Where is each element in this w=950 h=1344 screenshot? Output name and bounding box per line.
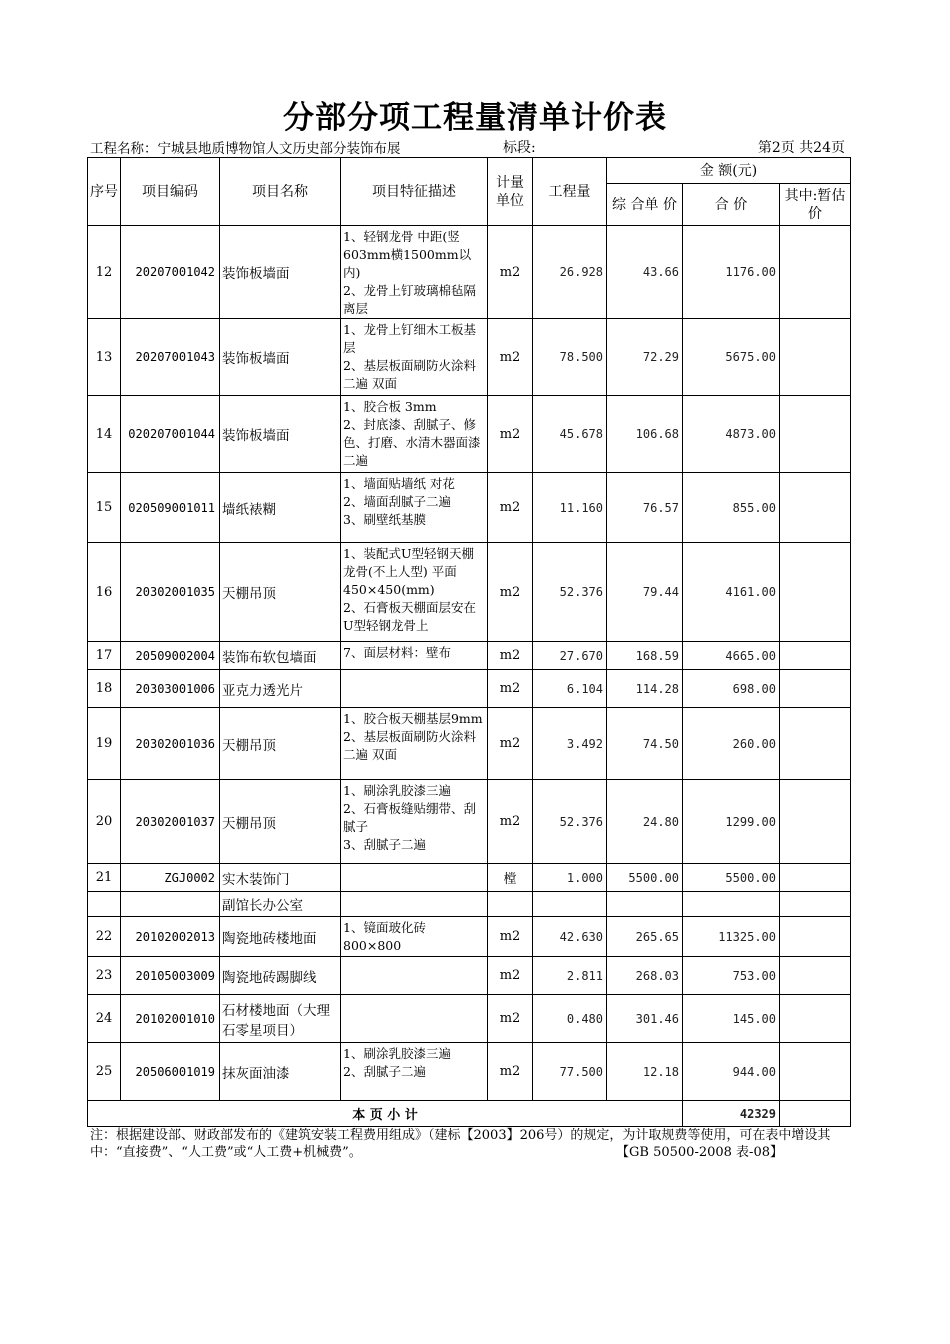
row-code: 20207001043 bbox=[121, 319, 220, 396]
row-desc: 1、镜面玻化砖 800×800 bbox=[341, 917, 488, 957]
table-row bbox=[88, 917, 851, 957]
table-row bbox=[88, 670, 851, 708]
row-total: 145.00 bbox=[683, 995, 780, 1043]
row-qty: 27.670 bbox=[533, 642, 607, 670]
row-code: 20302001037 bbox=[121, 780, 220, 864]
row-unit-price: 268.03 bbox=[607, 957, 683, 995]
row-provisional bbox=[780, 1043, 851, 1101]
row-qty: 78.500 bbox=[533, 319, 607, 396]
row-seq: 16 bbox=[88, 543, 121, 642]
row-name: 石材楼地面（大理石零星项目） bbox=[220, 995, 341, 1043]
row-total: 4665.00 bbox=[683, 642, 780, 670]
row-unit-price: 43.66 bbox=[607, 226, 683, 319]
row-provisional bbox=[780, 226, 851, 319]
row-unit: m2 bbox=[488, 396, 533, 473]
row-unit-price: 265.65 bbox=[607, 917, 683, 957]
row-qty: 77.500 bbox=[533, 1043, 607, 1101]
row-seq: 12 bbox=[88, 226, 121, 319]
header-name: 项目名称 bbox=[220, 158, 341, 226]
row-seq: 21 bbox=[88, 864, 121, 892]
row-total: 753.00 bbox=[683, 957, 780, 995]
row-code: 20303001006 bbox=[121, 670, 220, 708]
row-unit: m2 bbox=[488, 1043, 533, 1101]
row-name: 陶瓷地砖踢脚线 bbox=[220, 957, 341, 995]
row-desc: 1、装配式U型轻钢天棚龙骨(不上人型) 平面450×450(mm) 2、石膏板天棚面层安在U型轻钢龙骨上 bbox=[341, 543, 488, 642]
row-provisional bbox=[780, 642, 851, 670]
table-row bbox=[88, 708, 851, 780]
table-row bbox=[88, 892, 851, 917]
row-desc bbox=[341, 995, 488, 1043]
row-qty: 45.678 bbox=[533, 396, 607, 473]
table-row bbox=[88, 1043, 851, 1101]
header-desc: 项目特征描述 bbox=[341, 158, 488, 226]
table-row bbox=[88, 396, 851, 473]
row-total: 260.00 bbox=[683, 708, 780, 780]
row-seq: 15 bbox=[88, 473, 121, 543]
row-qty: 42.630 bbox=[533, 917, 607, 957]
table-row bbox=[88, 543, 851, 642]
row-code: 20506001019 bbox=[121, 1043, 220, 1101]
row-name: 亚克力透光片 bbox=[220, 670, 341, 708]
row-seq: 23 bbox=[88, 957, 121, 995]
row-seq: 18 bbox=[88, 670, 121, 708]
row-name: 墙纸裱糊 bbox=[220, 473, 341, 543]
row-code: 20302001035 bbox=[121, 543, 220, 642]
table-row bbox=[88, 226, 851, 319]
row-provisional bbox=[780, 396, 851, 473]
row-unit-price: 74.50 bbox=[607, 708, 683, 780]
row-total: 855.00 bbox=[683, 473, 780, 543]
row-unit bbox=[488, 892, 533, 917]
page-number: 第2页 共24页 bbox=[757, 140, 845, 156]
row-code: 20207001042 bbox=[121, 226, 220, 319]
row-total: 4873.00 bbox=[683, 396, 780, 473]
row-provisional bbox=[780, 708, 851, 780]
row-total: 5500.00 bbox=[683, 864, 780, 892]
row-unit-price: 24.80 bbox=[607, 780, 683, 864]
header-qty: 工程量 bbox=[533, 158, 607, 226]
row-desc: 1、胶合板 3mm 2、封底漆、刮腻子、修色、打磨、水清木器面漆二遍 bbox=[341, 396, 488, 473]
header-code: 项目编码 bbox=[121, 158, 220, 226]
row-qty: 52.376 bbox=[533, 780, 607, 864]
row-total: 11325.00 bbox=[683, 917, 780, 957]
row-unit-price: 12.18 bbox=[607, 1043, 683, 1101]
row-provisional bbox=[780, 917, 851, 957]
row-unit-price: 114.28 bbox=[607, 670, 683, 708]
section-label: 标段: bbox=[503, 140, 536, 156]
row-provisional bbox=[780, 473, 851, 543]
row-code: 020509001011 bbox=[121, 473, 220, 543]
row-total: 944.00 bbox=[683, 1043, 780, 1101]
row-code: 020207001044 bbox=[121, 396, 220, 473]
row-seq: 20 bbox=[88, 780, 121, 864]
row-unit-price: 76.57 bbox=[607, 473, 683, 543]
row-qty: 6.104 bbox=[533, 670, 607, 708]
header-unit: 计量单位 bbox=[488, 158, 533, 226]
row-desc bbox=[341, 864, 488, 892]
row-total: 1176.00 bbox=[683, 226, 780, 319]
row-provisional bbox=[780, 670, 851, 708]
row-seq bbox=[88, 892, 121, 917]
table-row bbox=[88, 995, 851, 1043]
row-total: 698.00 bbox=[683, 670, 780, 708]
row-desc: 1、轻钢龙骨 中距(竖603mm横1500mm以内) 2、龙骨上钉玻璃棉毡隔离层 bbox=[341, 226, 488, 319]
row-desc bbox=[341, 892, 488, 917]
row-seq: 13 bbox=[88, 319, 121, 396]
row-total: 5675.00 bbox=[683, 319, 780, 396]
row-name: 抹灰面油漆 bbox=[220, 1043, 341, 1101]
row-unit-price: 72.29 bbox=[607, 319, 683, 396]
row-unit: m2 bbox=[488, 670, 533, 708]
row-unit-price: 168.59 bbox=[607, 642, 683, 670]
row-desc bbox=[341, 670, 488, 708]
row-unit-price: 5500.00 bbox=[607, 864, 683, 892]
project-name: 工程名称：宁城县地质博物馆人文历史部分装饰布展 bbox=[90, 141, 401, 157]
row-code: 20102002013 bbox=[121, 917, 220, 957]
row-qty: 26.928 bbox=[533, 226, 607, 319]
row-name: 装饰板墙面 bbox=[220, 226, 341, 319]
row-desc: 7、面层材料：壁布 bbox=[341, 642, 488, 670]
row-name: 副馆长办公室 bbox=[220, 892, 341, 917]
table-row bbox=[88, 864, 851, 892]
row-seq: 17 bbox=[88, 642, 121, 670]
row-code bbox=[121, 892, 220, 917]
row-provisional bbox=[780, 892, 851, 917]
row-name: 装饰板墙面 bbox=[220, 396, 341, 473]
row-total: 4161.00 bbox=[683, 543, 780, 642]
row-unit-price bbox=[607, 892, 683, 917]
row-unit: m2 bbox=[488, 780, 533, 864]
row-unit-price: 106.68 bbox=[607, 396, 683, 473]
page-title: 分部分项工程量清单计价表 bbox=[283, 100, 667, 136]
row-qty: 2.811 bbox=[533, 957, 607, 995]
row-unit: m2 bbox=[488, 319, 533, 396]
row-unit: m2 bbox=[488, 708, 533, 780]
standard-code: 【GB 50500-2008 表-08】 bbox=[616, 1145, 783, 1160]
header-amount: 金 额(元) bbox=[607, 158, 851, 184]
row-qty: 52.376 bbox=[533, 543, 607, 642]
subtotal-label: 本 页 小 计 bbox=[88, 1101, 683, 1127]
row-seq: 24 bbox=[88, 995, 121, 1043]
row-unit: m2 bbox=[488, 917, 533, 957]
row-qty bbox=[533, 892, 607, 917]
row-unit: m2 bbox=[488, 473, 533, 543]
subtotal-value: 42329 bbox=[683, 1101, 780, 1127]
pricing-table bbox=[87, 157, 851, 1127]
footnote bbox=[90, 1127, 850, 1161]
row-desc: 1、刷涂乳胶漆三遍 2、刮腻子二遍 bbox=[341, 1043, 488, 1101]
row-provisional bbox=[780, 543, 851, 642]
row-name: 装饰布软包墙面 bbox=[220, 642, 341, 670]
row-seq: 25 bbox=[88, 1043, 121, 1101]
row-provisional bbox=[780, 780, 851, 864]
row-code: 20102001010 bbox=[121, 995, 220, 1043]
row-total bbox=[683, 892, 780, 917]
row-unit: 樘 bbox=[488, 864, 533, 892]
row-desc: 1、胶合板天棚基层9mm 2、基层板面刷防火涂料二遍 双面 bbox=[341, 708, 488, 780]
row-desc bbox=[341, 957, 488, 995]
row-qty: 11.160 bbox=[533, 473, 607, 543]
row-code: ZGJ0002 bbox=[121, 864, 220, 892]
row-code: 20302001036 bbox=[121, 708, 220, 780]
row-provisional bbox=[780, 319, 851, 396]
header-provisional: 其中:暂估价 bbox=[780, 184, 851, 226]
row-provisional bbox=[780, 957, 851, 995]
row-name: 实木装饰门 bbox=[220, 864, 341, 892]
row-name: 天棚吊顶 bbox=[220, 780, 341, 864]
row-seq: 22 bbox=[88, 917, 121, 957]
row-unit: m2 bbox=[488, 226, 533, 319]
header-total: 合 价 bbox=[683, 184, 780, 226]
row-desc: 1、墙面贴墙纸 对花 2、墙面刮腻子二遍 3、刷壁纸基膜 bbox=[341, 473, 488, 543]
footnote-text: 注：根据建设部、财政部发布的《建筑安装工程费用组成》（建标【2003】206号）的规定，为计取规费等使用，可在表中增设其中：“直接费”、“人工费”或“人工费+机械费”。 bbox=[90, 1128, 831, 1160]
row-unit-price: 79.44 bbox=[607, 543, 683, 642]
row-provisional bbox=[780, 995, 851, 1043]
table-row bbox=[88, 473, 851, 543]
row-seq: 19 bbox=[88, 708, 121, 780]
row-unit: m2 bbox=[488, 995, 533, 1043]
row-code: 20105003009 bbox=[121, 957, 220, 995]
table-row bbox=[88, 957, 851, 995]
header-seq: 序号 bbox=[88, 158, 121, 226]
row-name: 天棚吊顶 bbox=[220, 543, 341, 642]
row-qty: 0.480 bbox=[533, 995, 607, 1043]
row-unit: m2 bbox=[488, 642, 533, 670]
row-unit: m2 bbox=[488, 957, 533, 995]
row-name: 陶瓷地砖楼地面 bbox=[220, 917, 341, 957]
row-qty: 3.492 bbox=[533, 708, 607, 780]
row-unit-price: 301.46 bbox=[607, 995, 683, 1043]
table-row bbox=[88, 319, 851, 396]
row-desc: 1、龙骨上钉细木工板基层 2、基层板面刷防火涂料二遍 双面 bbox=[341, 319, 488, 396]
table-row bbox=[88, 780, 851, 864]
row-seq: 14 bbox=[88, 396, 121, 473]
table-row bbox=[88, 642, 851, 670]
row-desc: 1、刷涂乳胶漆三遍 2、石膏板缝贴绷带、刮腻子 3、刮腻子二遍 bbox=[341, 780, 488, 864]
header-unit-price: 综 合单 价 bbox=[607, 184, 683, 226]
row-qty: 1.000 bbox=[533, 864, 607, 892]
row-provisional bbox=[780, 864, 851, 892]
row-code: 20509002004 bbox=[121, 642, 220, 670]
row-name: 天棚吊顶 bbox=[220, 708, 341, 780]
row-total: 1299.00 bbox=[683, 780, 780, 864]
row-unit: m2 bbox=[488, 543, 533, 642]
row-name: 装饰板墙面 bbox=[220, 319, 341, 396]
